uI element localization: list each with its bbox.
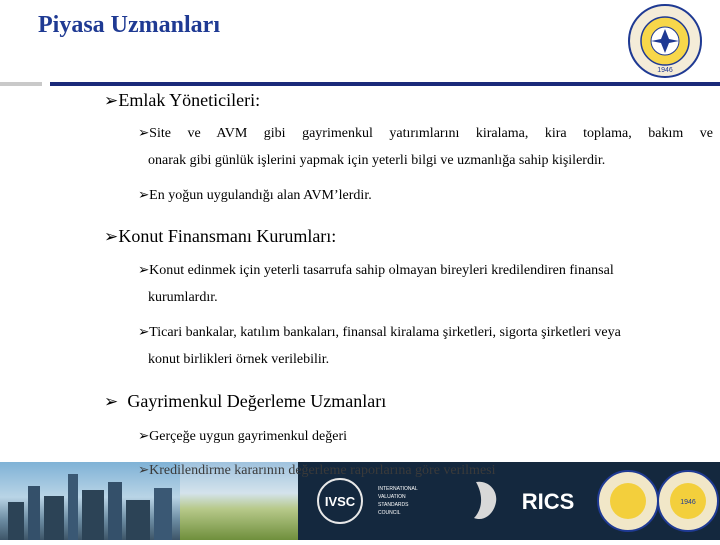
arrowhead-icon: ➢: [138, 187, 150, 202]
slide-title: Piyasa Uzmanları: [38, 12, 220, 38]
bullet-text-overlay: ➢Kredilendirme kararının değerleme raporlarına göre verilmesi: [138, 462, 496, 478]
bullet-text-cont: kurumlardır.: [148, 290, 218, 305]
bullet-text-cont: konut birlikleri örnek verilebilir.: [148, 352, 330, 367]
bullet-text-cont: onarak gibi günlük işlerini yapmak için yeterli bilgi ve uzmanlığa sahip kişilerdir.: [148, 153, 606, 168]
bullet-text: ➢Ticari bankalar, katılım bankaları, finansal kiralama şirketleri, sigorta şirketleri veya: [138, 324, 621, 340]
svg-text:INTERNATIONAL: INTERNATIONAL: [378, 486, 418, 492]
university-seal-icon: [627, 3, 703, 79]
arrowhead-icon: ➢: [138, 428, 150, 443]
svg-text:IVSC: IVSC: [324, 494, 356, 509]
svg-text:COUNCIL: COUNCIL: [378, 510, 401, 516]
title-rule-left: [0, 82, 42, 86]
arrowhead-icon: ➢: [138, 462, 150, 477]
svg-text:1946: 1946: [657, 67, 673, 74]
section-heading-emlak: ➢Emlak Yöneticileri:: [104, 90, 261, 110]
arrowhead-icon: ➢: [104, 91, 119, 110]
arrowhead-icon: ➢: [138, 324, 150, 339]
bullet-text: ➢Gerçeğe uygun gayrimenkul değeri: [138, 428, 348, 444]
arrowhead-icon: ➢: [138, 125, 150, 140]
arrowhead-icon: ➢: [138, 262, 150, 277]
arrowhead-icon: ➢: [104, 392, 119, 411]
bullet-text: ➢Konut edinmek için yeterli tasarrufa sahip olmayan bireyleri kredilendiren finansal: [138, 262, 614, 278]
svg-text:STANDARDS: STANDARDS: [378, 502, 409, 508]
svg-text:VALUATION: VALUATION: [378, 494, 406, 500]
svg-text:1946: 1946: [680, 499, 696, 506]
bullet-text: ➢Site ve AVM gibi gayrimenkul yatırımlarını kiralama, kira toplama, bakım ve: [138, 125, 713, 141]
svg-text:RICS: RICS: [521, 489, 575, 514]
arrowhead-icon: ➢: [104, 227, 119, 246]
title-rule: [50, 82, 720, 86]
bullet-text: ➢En yoğun uygulandığı alan AVM’lerdir.: [138, 187, 372, 203]
section-heading-degerleme: ➢ Gayrimenkul Değerleme Uzmanları: [104, 391, 387, 411]
section-heading-konut: ➢Konut Finansmanı Kurumları:: [104, 226, 337, 246]
